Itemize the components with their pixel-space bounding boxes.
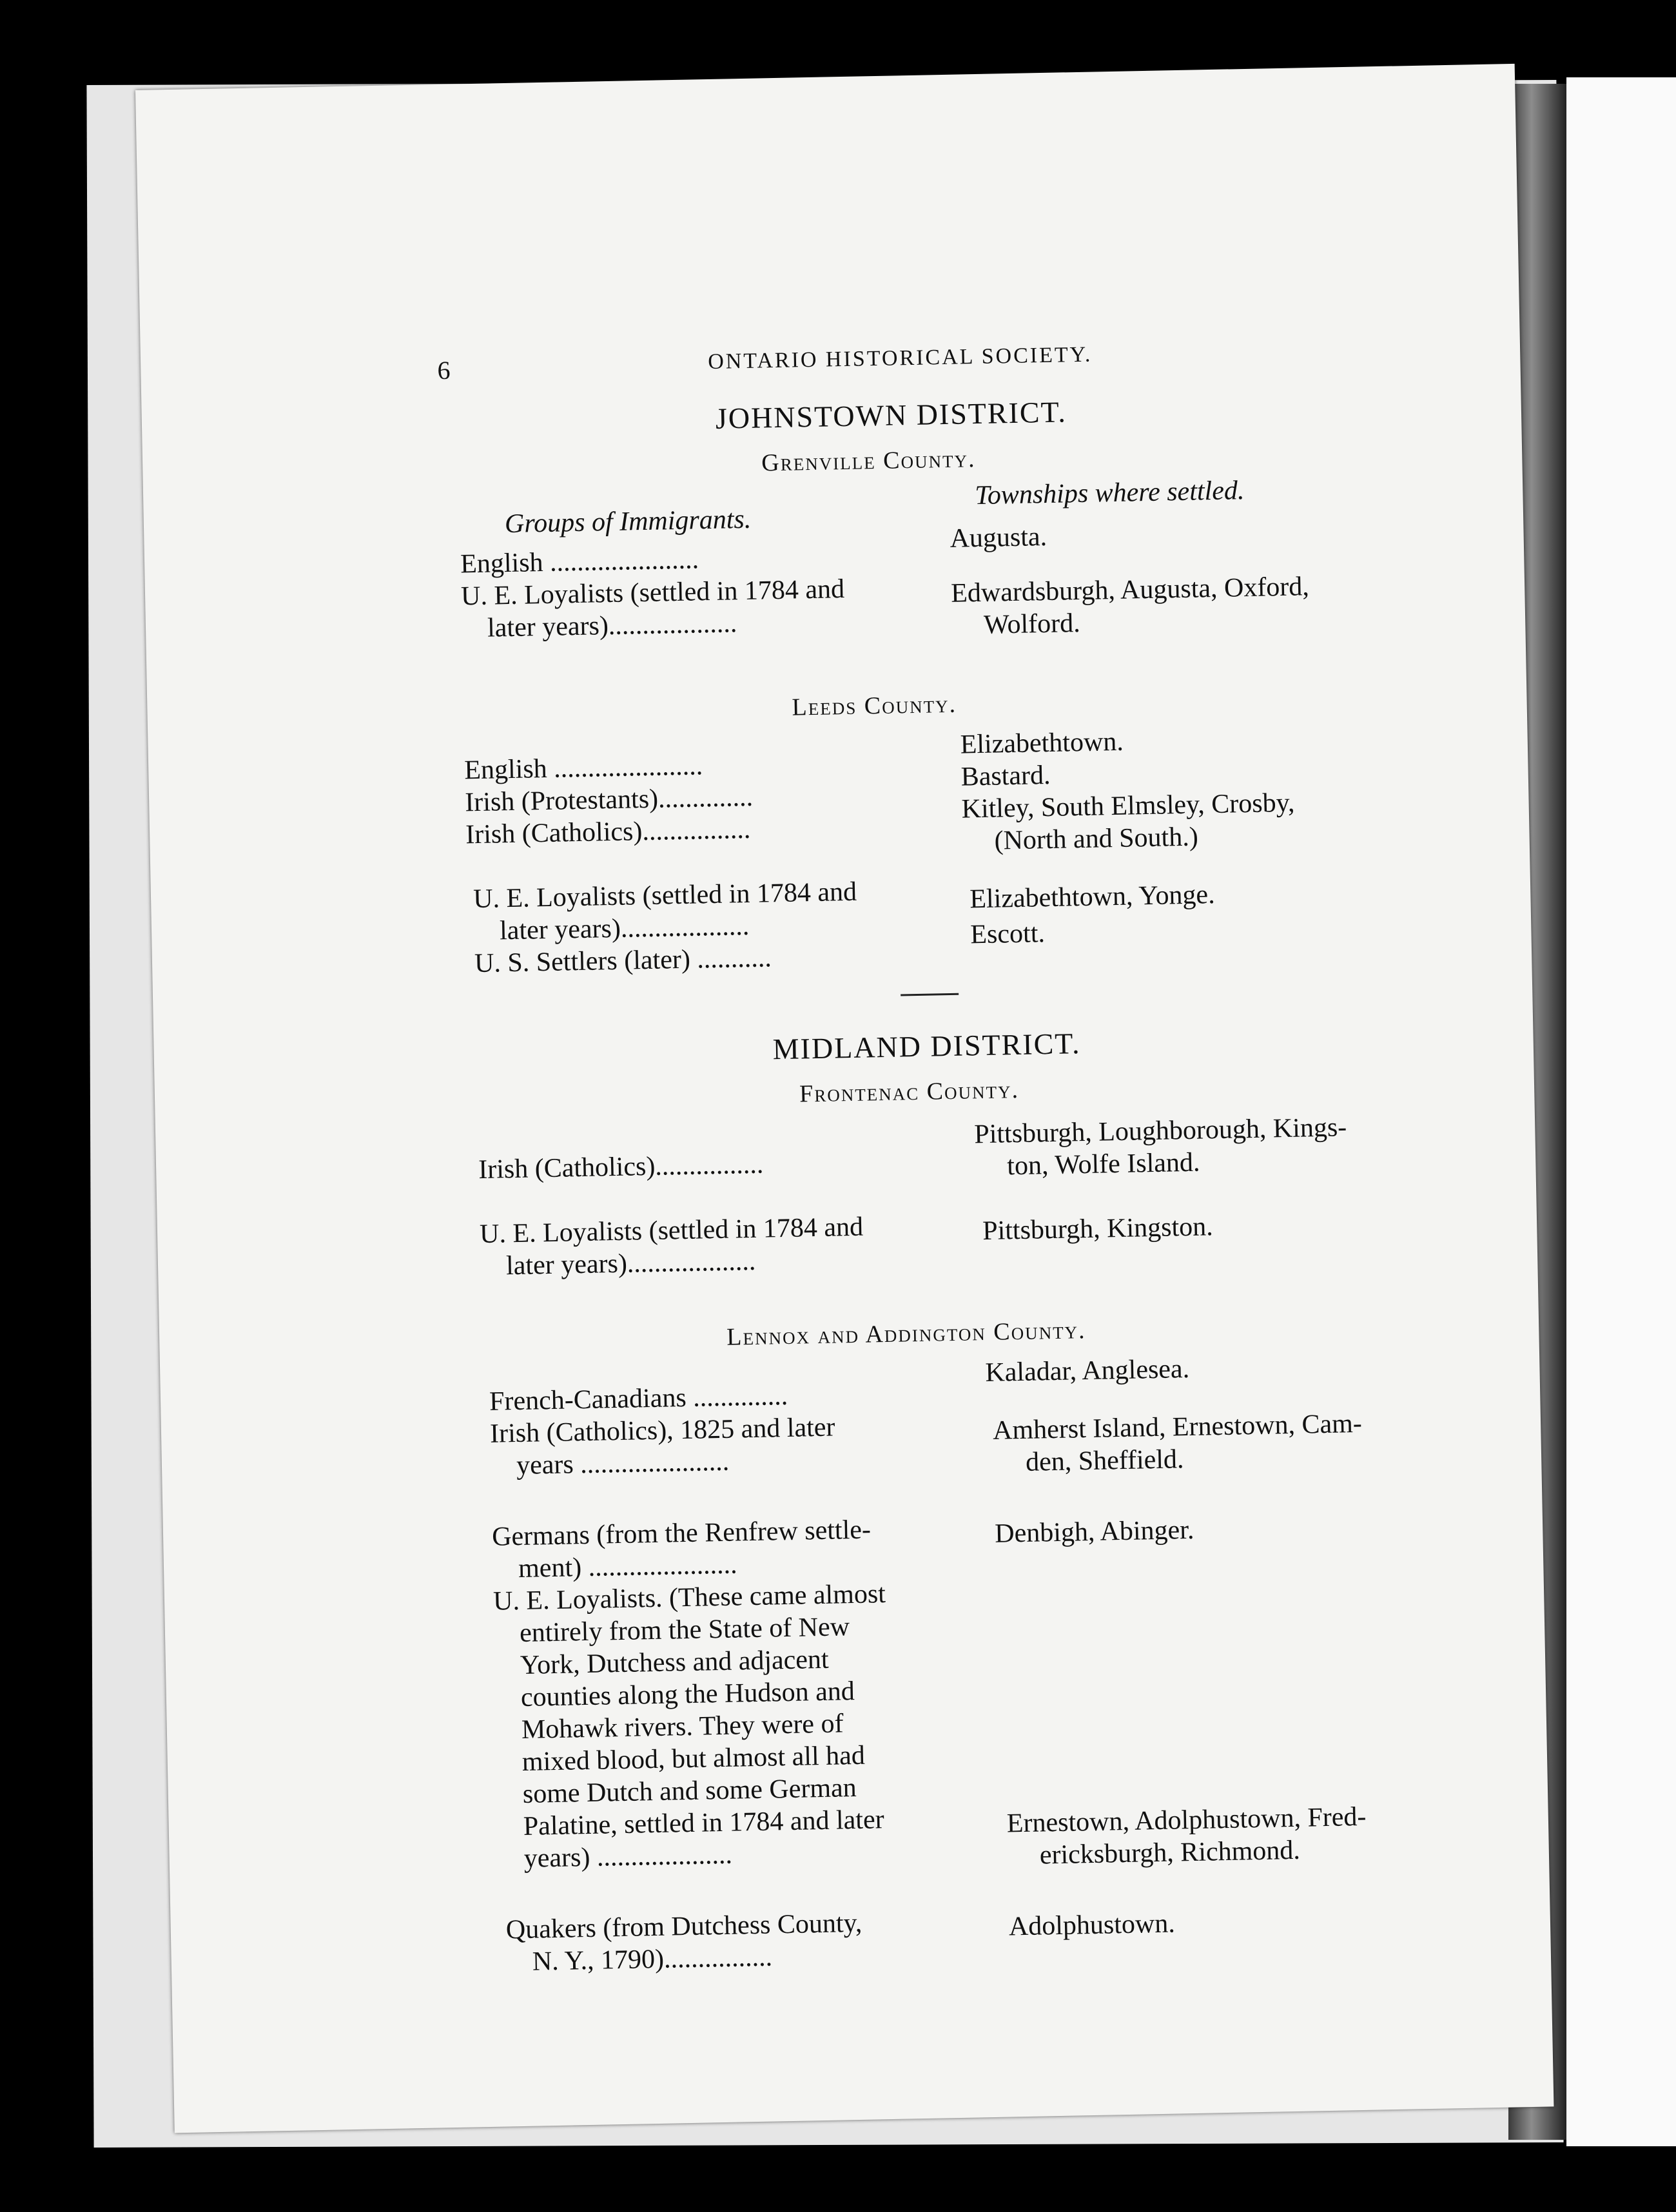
township-entry: Augusta.: [950, 521, 1048, 554]
district-heading-midland: MIDLAND DISTRICT.: [772, 1027, 1081, 1066]
group-entry-continued: York, Dutchess and adjacent: [520, 1644, 830, 1680]
township-entry: Edwardsburgh, Augusta, Oxford,: [950, 572, 1310, 608]
group-entry: U. E. Loyalists (settled in 1784 and: [473, 877, 857, 915]
township-entry: Ernestown, Adolphustown, Fred-: [1006, 1801, 1367, 1839]
group-entry: Irish (Catholics)................: [465, 814, 751, 850]
township-entry: Bastard.: [960, 760, 1051, 792]
group-entry: Irish (Catholics)................: [478, 1149, 764, 1185]
township-entry: Kitley, South Elmsley, Crosby,: [961, 788, 1295, 824]
column-heading-groups: Groups of Immigrants.: [504, 504, 752, 539]
district-heading-johnstown: JOHNSTOWN DISTRICT.: [715, 395, 1067, 435]
township-entry-continued: den, Sheffield.: [1025, 1444, 1184, 1477]
township-entry-continued: ton, Wolfe Island.: [1006, 1147, 1200, 1181]
group-entry-continued: Mohawk rivers. They were of: [521, 1709, 844, 1745]
county-heading-lennox-addington: Lennox and Addington County.: [726, 1317, 1086, 1351]
township-entry: Pittsburgh, Loughborough, Kings-: [973, 1112, 1347, 1150]
township-entry-continued: Wolford.: [983, 608, 1081, 640]
group-entry-continued: entirely from the State of New: [519, 1612, 850, 1648]
running-head: ONTARIO HISTORICAL SOCIETY.: [707, 342, 1093, 374]
column-heading-townships: Townships where settled.: [974, 476, 1245, 511]
group-entry-continued: later years)...................: [487, 608, 737, 643]
page-number: 6: [436, 355, 451, 385]
township-entry: Kaladar, Anglesea.: [985, 1353, 1190, 1388]
county-heading-frontenac: Frontenac County.: [799, 1076, 1020, 1108]
group-entry-continued: later years)...................: [499, 911, 750, 946]
group-entry: English ......................: [463, 751, 703, 786]
township-entry: Pittsburgh, Kingston.: [982, 1212, 1214, 1247]
group-entry-continued: mixed blood, but almost all had: [521, 1740, 866, 1777]
township-entry: Amherst Island, Ernestown, Cam-: [992, 1408, 1363, 1446]
group-entry: U. E. Loyalists (settled in 1784 and: [460, 574, 845, 612]
township-entry: Escott.: [970, 918, 1046, 950]
group-entry-continued: some Dutch and some German: [522, 1773, 857, 1809]
group-entry: Irish (Protestants)..............: [464, 782, 754, 818]
county-heading-leeds: Leeds County.: [792, 690, 957, 721]
group-entry: U. S. Settlers (later) ...........: [474, 943, 772, 979]
page-text: [135, 64, 1554, 2133]
group-entry-continued: Palatine, settled in 1784 and later: [523, 1805, 885, 1841]
document-page: [135, 64, 1554, 2133]
group-entry: U. E. Loyalists (settled in 1784 and: [479, 1212, 864, 1250]
group-entry-continued: N. Y., 1790)................: [532, 1942, 773, 1977]
group-entry: English ......................: [460, 545, 699, 579]
group-entry: Quakers (from Dutchess County,: [505, 1908, 862, 1945]
group-entry: French-Canadians ..............: [489, 1381, 788, 1417]
group-entry-continued: years) ....................: [523, 1839, 733, 1874]
township-entry: Denbigh, Abinger.: [994, 1515, 1194, 1549]
township-entry: Adolphustown.: [1008, 1908, 1176, 1942]
township-entry: Elizabethtown, Yonge.: [969, 880, 1216, 915]
group-entry: Germans (from the Renfrew settle-: [491, 1515, 872, 1552]
group-entry: Irish (Catholics), 1825 and later: [489, 1412, 835, 1449]
facing-page-edge: [1566, 77, 1676, 2146]
group-entry-continued: later years)...................: [505, 1246, 756, 1281]
township-entry-continued: (North and South.): [994, 822, 1199, 856]
township-entry-continued: ericksburgh, Richmond.: [1039, 1835, 1301, 1870]
township-entry: Elizabethtown.: [960, 726, 1124, 760]
county-heading-grenville: Grenville County.: [761, 445, 976, 477]
group-entry-continued: counties along the Hudson and: [520, 1676, 855, 1712]
section-divider: [901, 993, 959, 996]
group-entry-continued: ment) ......................: [518, 1549, 737, 1584]
group-entry-continued: years ......................: [516, 1446, 730, 1481]
group-entry: U. E. Loyalists. (These came almost: [492, 1579, 886, 1616]
